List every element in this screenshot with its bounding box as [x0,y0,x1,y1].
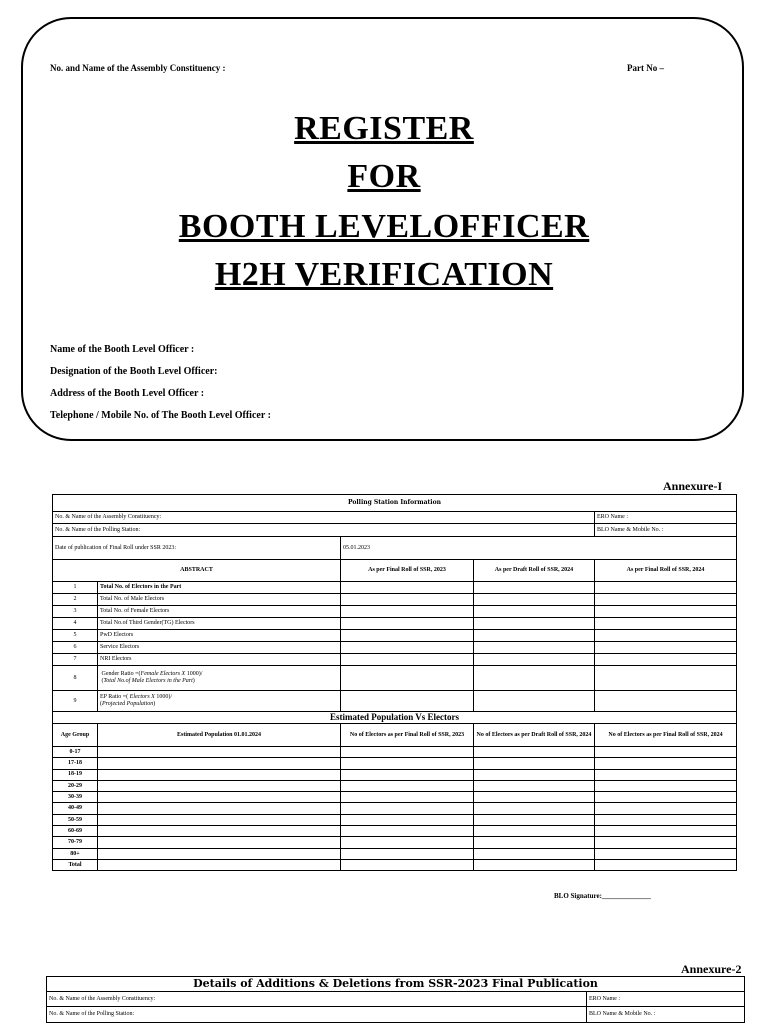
age-group-cell: 20-29 [53,780,98,791]
empty-cell [98,859,341,870]
electors-final-2024-header: No of Electors as per Final Roll of SSR, 2024 [595,724,737,747]
table-row [53,691,737,712]
row-no: 9 [53,691,98,712]
blo-signature: BLO Signature:______________ [554,892,651,900]
polling-station-table [52,494,737,871]
blo-address-field: Address of the Booth Level Officer : [50,388,205,399]
title-line-3: BOOTH LEVELOFFICER [178,208,590,245]
empty-cell [341,826,474,837]
row-label: Service Electors [98,642,341,654]
title-line-2: FOR [347,158,421,195]
age-group-cell: 40-49 [53,803,98,814]
empty-cell [474,780,595,791]
empty-cell [98,758,341,769]
part-no-label: Part No – [627,63,664,73]
empty-cell [595,792,737,803]
row-label: Total No. of Male Electors [98,594,341,606]
empty-cell [341,769,474,780]
empty-cell [341,758,474,769]
title-line-1: REGISTER [294,110,474,147]
polling-station-heading: Polling Station Information [53,495,737,512]
blo-name-field: Name of the Booth Level Officer : [50,344,195,355]
pub-date-value: 05.01.2023 [341,537,737,560]
estimated-pop-header: Estimated Population 01.01.2024 [98,724,341,747]
annexure-2-label: Annexure-2 [681,962,742,976]
empty-cell [595,826,737,837]
empty-cell [595,747,737,758]
empty-cell [341,803,474,814]
ps-label-2: No. & Name of the Polling Station: [47,1007,587,1023]
row-no: 5 [53,630,98,642]
additions-deletions-table [46,976,745,1023]
blo-designation-field: Designation of the Booth Level Officer: [50,366,218,377]
empty-cell [98,792,341,803]
abstract-col-2023: As per Final Roll of SSR, 2023 [341,560,474,582]
empty-cell [474,769,595,780]
row-no: 2 [53,594,98,606]
age-group-cell: 60-69 [53,826,98,837]
row-label: Total No. of Electors in the Part [98,582,341,594]
empty-cell [595,758,737,769]
ac-label-2: No. & Name of the Assembly Constituency: [47,992,587,1007]
row-no: 8 [53,666,98,691]
table-row [53,618,737,630]
empty-cell [595,803,737,814]
estimated-heading: Estimated Population Vs Electors [53,712,737,724]
row-no: 6 [53,642,98,654]
empty-cell [474,803,595,814]
row-no: 1 [53,582,98,594]
empty-cell [341,859,474,870]
table-row [53,582,737,594]
blo-name-mobile-label: BLO Name & Mobile No. : [595,524,737,537]
table-row [53,758,737,769]
additions-deletions-heading: Details of Additions & Deletions from SSR-2023 Final Publication [47,977,745,992]
ero-name-label: ERO Name : [595,512,737,524]
empty-cell [341,792,474,803]
table-row [53,792,737,803]
age-group-cell: 0-17 [53,747,98,758]
empty-cell [474,826,595,837]
empty-cell [341,848,474,859]
table-row [53,642,737,654]
table-row [53,666,737,691]
table-row [53,747,737,758]
table-row [53,803,737,814]
age-group-cell: 17-18 [53,758,98,769]
empty-cell [341,814,474,825]
empty-cell [474,859,595,870]
constituency-label: No. and Name of the Assembly Constituency : [50,63,226,73]
empty-cell [98,848,341,859]
table-row [53,630,737,642]
table-row [53,848,737,859]
empty-cell [474,747,595,758]
empty-cell [98,837,341,848]
empty-cell [98,814,341,825]
age-group-header: Age Group [53,724,98,747]
table-row [53,837,737,848]
empty-cell [341,747,474,758]
empty-cell [595,814,737,825]
abstract-col-draft-2024: As per Draft Roll of SSR, 2024 [474,560,595,582]
table-row [53,826,737,837]
electors-2023-header: No of Electors as per Final Roll of SSR, 2023 [341,724,474,747]
empty-cell [98,769,341,780]
empty-cell [474,814,595,825]
empty-cell [341,780,474,791]
age-group-cell: 30-39 [53,792,98,803]
abstract-col-final-2024: As per Final Roll of SSR, 2024 [595,560,737,582]
pub-date-label: Date of publication of Final Roll under SSR 2023: [53,537,341,560]
ps-label: No. & Name of the Polling Station: [53,524,595,537]
empty-cell [474,837,595,848]
table-row [53,606,737,618]
age-group-cell: 70-79 [53,837,98,848]
age-group-cell: 50-59 [53,814,98,825]
ac-label: No. & Name of the Assembly Constituency: [53,512,595,524]
empty-cell [98,803,341,814]
empty-cell [341,837,474,848]
row-no: 3 [53,606,98,618]
empty-cell [595,859,737,870]
empty-cell [595,780,737,791]
table-row [53,769,737,780]
age-group-cell: Total [53,859,98,870]
table-row [53,780,737,791]
empty-cell [595,848,737,859]
empty-cell [474,792,595,803]
table-row [53,594,737,606]
annexure-1-label: Annexure-I [663,479,723,493]
row-no: 7 [53,654,98,666]
table-row [53,654,737,666]
electors-draft-2024-header: No of Electors as per Draft Roll of SSR, 2024 [474,724,595,747]
age-group-cell: 80+ [53,848,98,859]
abstract-header: ABSTRACT [53,560,341,582]
row-no: 4 [53,618,98,630]
blo-phone-field: Telephone / Mobile No. of The Booth Level Officer : [50,410,271,421]
row-label: NRI Electors [98,654,341,666]
row-label: Total No.of Third Gender(TG) Electors [98,618,341,630]
age-group-cell: 18-19 [53,769,98,780]
table-row [53,814,737,825]
title-line-4: H2H VERIFICATION [214,256,554,293]
table-row [53,859,737,870]
blo-name-mobile-label-2: BLO Name & Mobile No. : [587,1007,745,1023]
ero-name-label-2: ERO Name : [587,992,745,1007]
empty-cell [98,747,341,758]
row-label: Total No. of Female Electors [98,606,341,618]
row-label: PwD Electors [98,630,341,642]
empty-cell [595,837,737,848]
empty-cell [595,769,737,780]
empty-cell [474,848,595,859]
empty-cell [474,758,595,769]
gender-ratio-cell: Gender Ratio =(Female Electors X 1000)/ (Total No.of Male Electors in the Part) [98,666,341,691]
ep-ratio-cell: EP Ratio =( Electors X 1000)/ (Projected Population) [98,691,341,712]
empty-cell [98,826,341,837]
empty-cell [98,780,341,791]
